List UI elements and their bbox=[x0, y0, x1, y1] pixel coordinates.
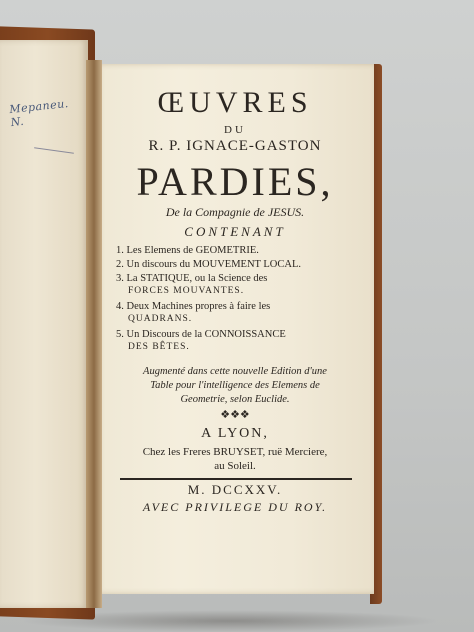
title-pardies: PARDIES, bbox=[136, 159, 334, 204]
contents-item-2: 2. Un discours du MOUVEMENT LOCAL. bbox=[116, 259, 302, 270]
contents-item-1: 1. Les Elemens de GEOMETRIE. bbox=[116, 245, 259, 256]
rule-top bbox=[120, 478, 352, 480]
city-line: A LYON, bbox=[201, 426, 269, 441]
title-oeuvres: ŒUVRES bbox=[157, 86, 313, 119]
publisher-line-2: au Soleil. bbox=[214, 460, 256, 472]
contents-item-5: 5. Un Discours de la CONNOISSANCE bbox=[116, 329, 286, 340]
imprint-year: M. DCCXXV. bbox=[187, 482, 283, 497]
title-du: DU bbox=[224, 124, 246, 136]
compagnie-line: De la Compagnie de JESUS. bbox=[165, 205, 305, 219]
augment-line-3: Geometrie, selon Euclide. bbox=[180, 394, 290, 405]
ornament: ❖❖❖ bbox=[220, 409, 250, 421]
contents-item-5b: DES BÊTES. bbox=[128, 342, 190, 352]
contents-item-4: 4. Deux Machines propres à faire les bbox=[116, 301, 271, 312]
contents-item-4b: QUADRANS. bbox=[128, 314, 193, 324]
title-page bbox=[96, 64, 374, 594]
author-name: R. P. IGNACE-GASTON bbox=[148, 138, 322, 154]
contents-item-3b: FORCES MOUVANTES. bbox=[128, 286, 245, 296]
augment-line-2: Table pour l'intelligence des Elemens de bbox=[150, 380, 320, 391]
privilege-line: AVEC PRIVILEGE DU ROY. bbox=[142, 500, 328, 514]
publisher-line: Chez les Freres BRUYSET, ruë Merciere, bbox=[142, 446, 328, 458]
book-gutter bbox=[86, 60, 102, 608]
contenant-line: CONTENANT bbox=[184, 224, 286, 239]
augment-line-1: Augmenté dans cette nouvelle Edition d'une bbox=[143, 366, 327, 377]
contents-item-3: 3. La STATIQUE, ou la Science des bbox=[116, 273, 268, 284]
handwritten-inscription: Mepaneu. N. bbox=[8, 96, 70, 130]
